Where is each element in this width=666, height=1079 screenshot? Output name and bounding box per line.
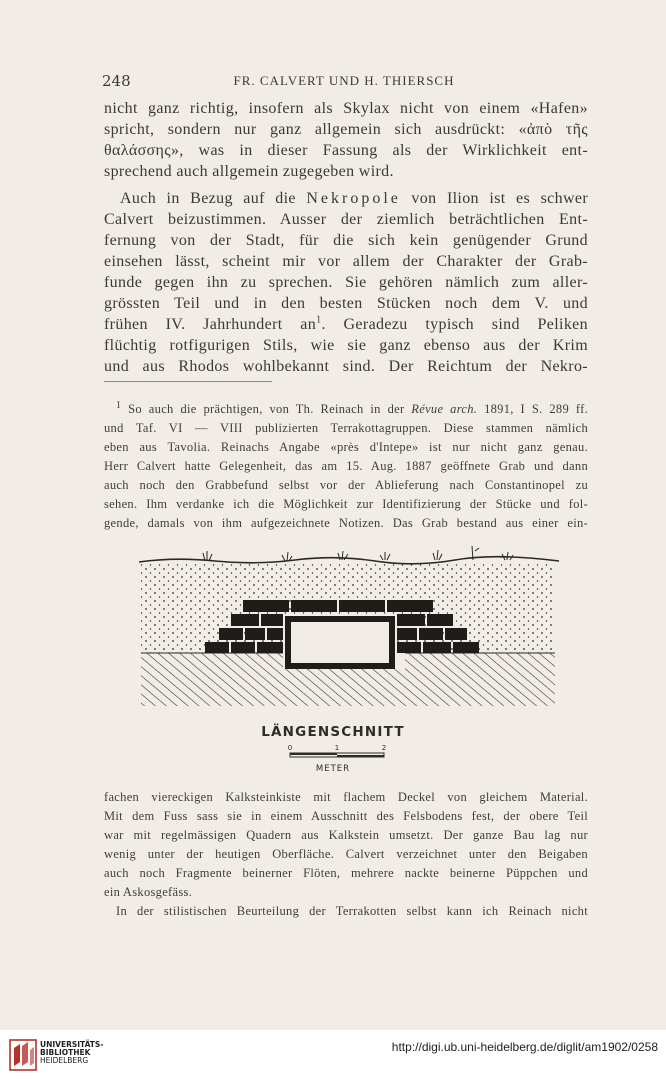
footnote-line: auch noch den Grabbefund selbst vor der Ablieferung nach Constantinopel zu	[104, 478, 588, 492]
footnote-line: Herr Calvert hatte Gelegenheit, das am 15. Aug. 1887 geöffnete Grab und dann	[104, 459, 588, 473]
tomb-cross-section-drawing	[135, 543, 560, 708]
footnote-line: war mit regelmässigen Quadern aus Kalkstein umsetzt. Der ganze Bau lag nur	[104, 828, 588, 842]
running-title: FR. CALVERT UND H. THIERSCH	[233, 73, 455, 88]
footnote-divider	[104, 381, 272, 382]
footnote-line: auch noch Fragmente beinerner Flöten, mehrere nackte beinerne Püppchen und	[104, 866, 588, 880]
text-line: sprechend auch allgemein zugegeben wird.	[104, 163, 394, 180]
text-line: Auch in Bezug auf die Nekropole von Ilion ist es schwer	[120, 190, 588, 207]
library-footer	[0, 1030, 666, 1079]
text-line: flüchtig rotfigurigen Stils, wie sie ganz ebenso aus der Krim	[104, 337, 588, 354]
text-line: einsehen lässt, scheint mir vor allem der Charakter der Grab-	[104, 253, 588, 270]
text-line: fernung von der Stadt, für die sich kein genügender Grund	[104, 232, 588, 249]
scale-unit: METER	[315, 764, 351, 774]
paragraph-1	[104, 98, 588, 182]
university-library-logo-icon[interactable]	[8, 1038, 38, 1072]
ground-surface-line	[139, 557, 559, 564]
spaced-word-nekropole: Nekropole	[306, 190, 401, 207]
scale-tick-label: 0	[287, 744, 293, 752]
footnote-line: fachen viereckigen Kalksteinkiste mit flachem Deckel von gleichem Material.	[104, 790, 588, 804]
text-line: Calvert beizustimmen. Ausser der ziemlich beträchtlichen Ent-	[104, 211, 588, 228]
text-line: nicht ganz richtig, insofern als Skylax nicht von einem «Hafen»	[104, 100, 588, 117]
page-number: 248	[102, 72, 131, 90]
footnote-line: Mit dem Fuss sass sie in einem Ausschnitt des Felsbodens fest, der obere Teil	[104, 809, 588, 823]
footnote-line: sehen. Ihm verdanke ich die Möglichkeit zur Identifizierung der Stücke und fol-	[104, 497, 588, 511]
scale-tick-label: 1	[334, 744, 340, 752]
text-line: θαλάσσης», was in dieser Fassung als der Wirklichkeit ent-	[104, 142, 588, 159]
footnote-line: gende, damals von ihm aufgezeichnete Notizen. Das Grab bestand aus einer ein-	[104, 516, 588, 530]
text-line: grössten Teil und in den besten Stücken noch dem V. und	[104, 295, 588, 312]
institution-name: UNIVERSITÄTS- BIBLIOTHEK HEIDELBERG	[40, 1040, 104, 1065]
footnote-continuation	[104, 788, 588, 921]
page-header	[102, 72, 586, 94]
text-line: frühen IV. Jahrhundert $an^1$. Geradezu typisch sind Peliken	[104, 314, 588, 333]
scale-tick-label: 2	[381, 744, 387, 752]
chest-interior	[291, 622, 389, 663]
footnote-line: ein Askosgefäss.	[104, 885, 193, 899]
text-line: funde gegen ihn zu sprechen. Sie gehören nämlich zum aller-	[104, 274, 588, 291]
text-line: und aus Rhodos wohlbekannt sind. Der Reichtum der Nekro-	[104, 358, 588, 375]
footnote-line: $^1$ So auch die prächtigen, von Th. Reinach in der Révue arch. 1891, I S. 289 ff.	[116, 399, 588, 416]
figure-title: LÄNGENSCHNITT	[261, 724, 405, 740]
footnote	[104, 400, 588, 533]
footnote-reference: 1	[316, 314, 322, 326]
footnote-line: In der stilistischen Beurteilung der Terrakotten selbst kann ich Reinach nicht	[116, 904, 588, 918]
paragraph-2	[104, 188, 588, 377]
footnote-line: eben aus Tavolia. Reinachs Angabe «près d'Intepe» ist nur nicht ganz genau.	[104, 440, 588, 454]
footnote-line: und Taf. VI — VIII publizierten Terrakottagruppen. Diese stammen nämlich	[104, 421, 588, 435]
text-line: spricht, sondern nur ganz allgemein sich ausdrückt: «ἀπὸ τῆς	[104, 121, 588, 138]
footnote-line: wenig unter der heutigen Oberfläche. Calvert verzeichnet unter den Beigaben	[104, 847, 588, 861]
scale-bar	[282, 742, 392, 764]
source-url-link[interactable]: http://digi.ub.uni-heidelberg.de/diglit/am1902/0258	[391, 1040, 658, 1054]
footnote-marker: 1	[116, 399, 122, 411]
